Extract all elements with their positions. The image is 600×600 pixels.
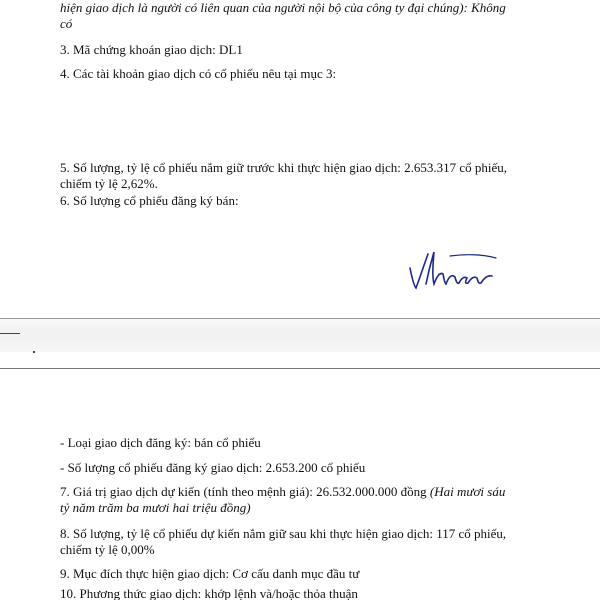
item-8-line-1: 8. Số lượng, tỷ lệ cổ phiếu dự kiến nắm giữ sau khi thực hiện giao dịch: 117 cổ phiếu, [60,526,507,541]
page-break-bottom-edge [0,368,600,369]
page-break-mark [0,333,20,334]
page-break-top-edge [0,318,600,319]
scan-speck [33,351,35,353]
item-7-value-words-1: (Hai mươi sáu [429,484,506,499]
item-6-registered-sell-quantity: 6. Số lượng cổ phiếu đăng ký bán: [60,193,239,208]
item-7-value-words-2: tỷ năm trăm ba mươi hai triệu đồng) [60,500,251,515]
handwritten-signature [404,248,500,292]
continued-text-line-1: hiện giao dịch là người có liên quan của người nội bộ của công ty đại chúng): Không [60,0,506,15]
item-8-line-2: chiếm tỷ lệ 0,00% [60,542,155,557]
item-4-trading-accounts: 4. Các tài khoản giao dịch có cổ phiếu nêu tại mục 3: [60,66,337,81]
continued-text-line-2: có [60,16,73,31]
item-9-purpose: 9. Mục đích thực hiện giao dịch: Cơ cấu danh mục đầu tư [60,566,360,581]
transaction-type-line: - Loại giao dịch đăng ký: bán cổ phiếu [60,435,261,450]
item-7-line-1 [60,484,505,500]
transaction-quantity-line: - Số lượng cổ phiếu đăng ký giao dịch: 2.653.200 cổ phiếu [60,460,366,475]
item-3-stock-code: 3. Mã chứng khoán giao dịch: DL1 [60,42,243,57]
item-5-line-1: 5. Số lượng, tỷ lệ cổ phiếu nắm giữ trước khi thực hiện giao dịch: 2.653.317 cổ phiếu, [60,160,508,175]
page-break-gap [0,318,600,352]
item-7-value-text: 7. Giá trị giao dịch dự kiến (tính theo mệnh giá): 26.532.000.000 đồng [60,484,430,499]
item-5-line-2: chiếm tỷ lệ 2,62%. [60,176,158,191]
item-10-method: 10. Phương thức giao dịch: khớp lệnh và/hoặc thỏa thuận [60,586,358,600]
